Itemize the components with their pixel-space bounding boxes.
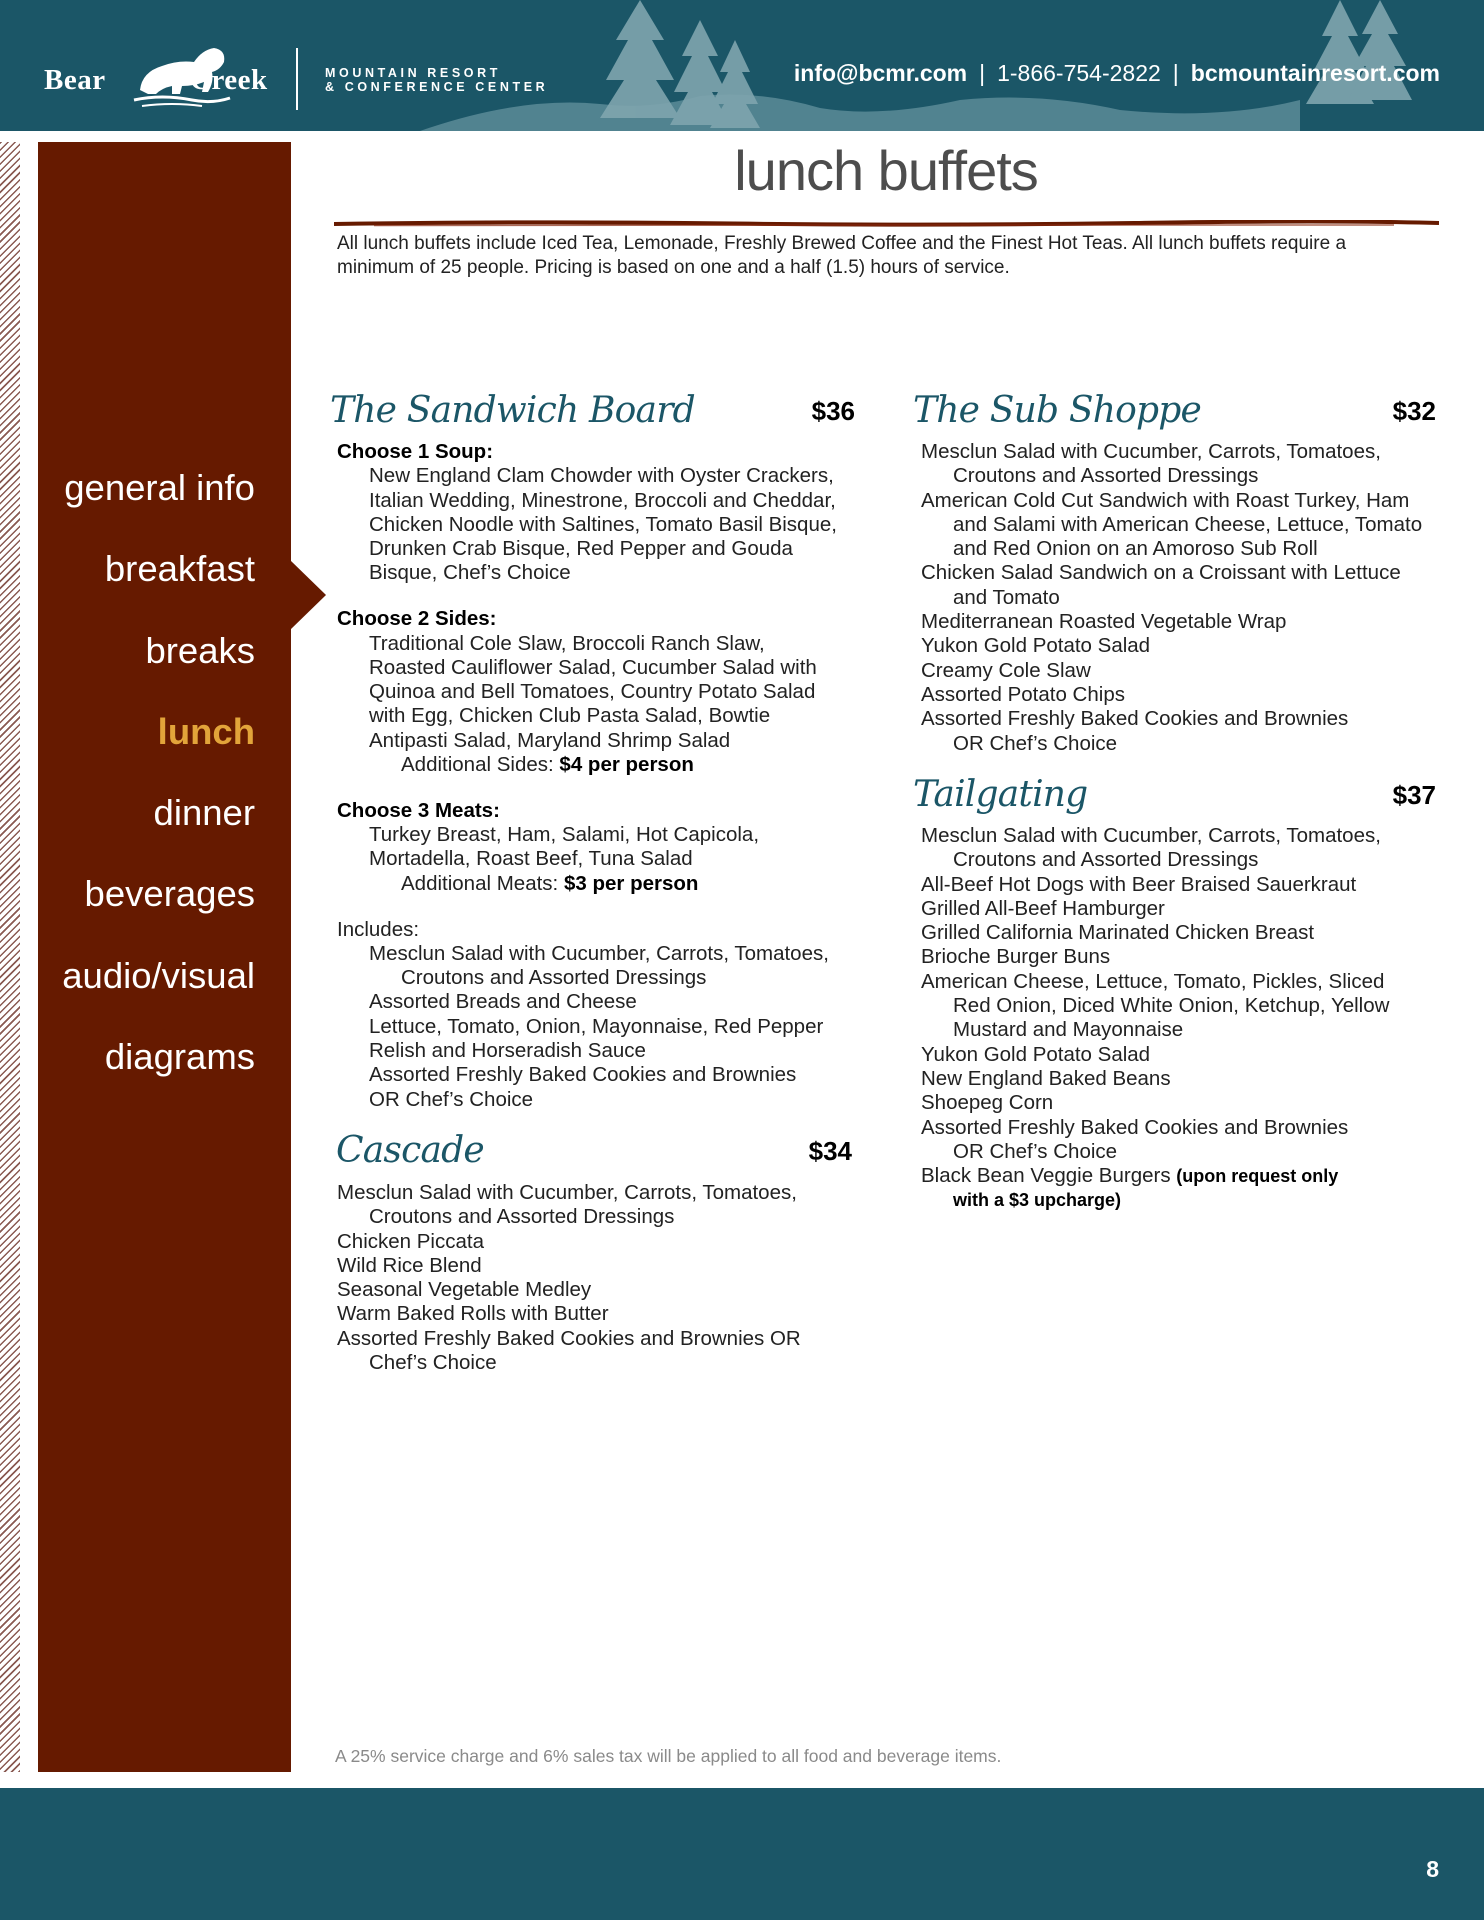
tagline (325, 66, 548, 94)
veggie-note-cont: with a $3 upcharge) (953, 1190, 1122, 1211)
additional-sides-label: Additional Sides: (401, 753, 554, 777)
nav-item-audio-visual[interactable]: audio/visual (62, 954, 255, 996)
additional-sides-price: $4 per person (559, 753, 694, 777)
veggie-note-cont-line (921, 1188, 1441, 1212)
section-header-cascade (336, 1130, 852, 1174)
intro-text: All lunch buffets include Iced Tea, Lemonade, Freshly Brewed Coffee and the Finest Hot Teas. All lunch buffets require a minimum of 25 people. Pricing is based on one and a half (1.5) hours of service. (337, 233, 1347, 278)
menu-line: Chicken Salad Sandwich on a Croissant with Lettuce (921, 561, 1401, 585)
sub-shoppe-menu (921, 440, 1441, 756)
nav-item-diagrams[interactable]: diagrams (104, 1036, 255, 1078)
contact-info (794, 60, 1440, 87)
additional-meats-label: Additional Meats: (401, 871, 559, 895)
meats-line: Mortadella, Roast Beef, Tuna Salad (369, 847, 693, 871)
menu-line: Mesclun Salad with Cucumber, Carrots, Tomatoes, (921, 824, 1381, 847)
section-header-tailgating (913, 774, 1436, 818)
sides-line: with Egg, Chicken Club Pasta Salad, Bowtie (369, 704, 771, 728)
additional-meats (337, 872, 862, 896)
menu-line: Mesclun Salad with Cucumber, Carrots, Tomatoes, (921, 440, 1381, 463)
menu-line: New England Baked Beans (921, 1066, 1171, 1090)
nav-item-dinner[interactable]: dinner (153, 792, 255, 834)
section-price: $34 (808, 1136, 852, 1166)
sides-line: Traditional Cole Slaw, Broccoli Ranch Slaw, (369, 631, 765, 655)
menu-line: All-Beef Hot Dogs with Beer Braised Sauerkraut (921, 872, 1357, 896)
section-title: Cascade (336, 1130, 484, 1171)
section-price: $32 (1392, 396, 1436, 426)
soup-heading: Choose 1 Soup: (337, 440, 494, 463)
cascade-menu (337, 1181, 862, 1375)
veggie-note: (upon request only (1176, 1166, 1339, 1187)
menu-line: and Red Onion on an Amoroso Sub Roll (953, 537, 1318, 561)
soup-line: Bisque, Chef’s Choice (369, 561, 571, 585)
menu-line: Assorted Freshly Baked Cookies and Brownies (921, 1115, 1349, 1139)
includes-item: OR Chef’s Choice (369, 1087, 534, 1111)
menu-line: Grilled California Marinated Chicken Breast (921, 921, 1315, 945)
nav-item-breakfast[interactable]: breakfast (104, 548, 255, 590)
section-header-sandwich-board (330, 390, 855, 434)
menu-line: Mesclun Salad with Cucumber, Carrots, Tomatoes, (337, 1181, 797, 1204)
sandwich-board-menu (337, 440, 862, 1112)
includes-item: Croutons and Assorted Dressings (401, 966, 707, 990)
menu-line: Chicken Piccata (337, 1229, 484, 1253)
tagline-line-2: & CONFERENCE CENTER (325, 80, 549, 94)
menu-line: OR Chef’s Choice (953, 731, 1118, 755)
menu-line: and Salami with American Cheese, Lettuce, Tomato (953, 512, 1423, 536)
menu-line: Shoepeg Corn (921, 1091, 1054, 1115)
page-footer (0, 1788, 1484, 1920)
title-rule (334, 220, 1439, 228)
soup-line: Italian Wedding, Minestrone, Broccoli and Cheddar, (369, 488, 836, 512)
menu-line: Mustard and Mayonnaise (953, 1018, 1184, 1042)
additional-sides (337, 753, 862, 777)
email-link[interactable]: info@bcmr.com (793, 60, 968, 86)
additional-meats-price: $3 per person (563, 871, 699, 895)
section-title: Tailgating (913, 774, 1088, 815)
includes-item: Assorted Freshly Baked Cookies and Brownies (369, 1063, 797, 1087)
meats-heading: Choose 3 Meats: (337, 798, 500, 822)
sides-line: Antipasti Salad, Maryland Shrimp Salad (369, 728, 731, 752)
menu-line: Warm Baked Rolls with Butter (337, 1302, 609, 1326)
menu-line: Grilled All-Beef Hamburger (921, 896, 1165, 920)
includes-item: Lettuce, Tomato, Onion, Mayonnaise, Red Pepper (369, 1014, 824, 1038)
menu-line: Croutons and Assorted Dressings (953, 464, 1259, 488)
menu-line: Yukon Gold Potato Salad (921, 634, 1151, 658)
section-price: $37 (1392, 780, 1436, 810)
soup-line: New England Clam Chowder with Oyster Crackers, (369, 464, 834, 488)
menu-line: American Cold Cut Sandwich with Roast Turkey, Ham (921, 488, 1410, 512)
section-title: The Sub Shoppe (913, 390, 1201, 431)
includes-heading: Includes: (337, 917, 420, 941)
menu-line: Red Onion, Diced White Onion, Ketchup, Yellow (953, 994, 1390, 1018)
veggie-burger: Black Bean Veggie Burgers (921, 1164, 1171, 1188)
menu-line: Assorted Potato Chips (921, 682, 1125, 706)
tailgating-items (921, 824, 1441, 1164)
decorative-stripe (0, 142, 20, 1772)
menu-line: Croutons and Assorted Dressings (369, 1205, 675, 1229)
includes-item: Mesclun Salad with Cucumber, Carrots, Tomatoes, (369, 941, 829, 965)
sidebar-nav (38, 142, 291, 1772)
nav-list (62, 465, 255, 1115)
menu-line: OR Chef’s Choice (953, 1139, 1118, 1163)
website-link[interactable]: bcmountainresort.com (1190, 60, 1440, 86)
nav-item-general-info[interactable]: general info (64, 467, 255, 508)
veggie-burger-line (921, 1164, 1441, 1188)
logo-text-left: Bear (44, 64, 106, 96)
menu-line: Yukon Gold Potato Salad (921, 1042, 1151, 1066)
nav-item-beverages[interactable]: beverages (84, 873, 255, 915)
sides-line: Roasted Cauliflower Salad, Cucumber Salad with (369, 655, 817, 679)
active-nav-pointer (290, 560, 326, 630)
includes-item: Relish and Horseradish Sauce (369, 1039, 646, 1063)
nav-item-breaks[interactable]: breaks (145, 629, 255, 671)
sides-line: Quinoa and Bell Tomatoes, Country Potato Salad (369, 680, 816, 704)
menu-line: Assorted Freshly Baked Cookies and Brownies OR (337, 1326, 801, 1350)
bear-creek-logo[interactable] (44, 42, 284, 112)
menu-line: Chef’s Choice (369, 1351, 497, 1375)
tailgating-menu (921, 824, 1441, 1213)
meats-line: Turkey Breast, Ham, Salami, Hot Capicola, (369, 823, 760, 847)
menu-line: American Cheese, Lettuce, Tomato, Pickles, Sliced (921, 969, 1385, 993)
menu-line: Croutons and Assorted Dressings (953, 848, 1259, 872)
separator: | (1172, 60, 1179, 86)
soup-line: Chicken Noodle with Saltines, Tomato Basil Bisque, (369, 512, 837, 536)
includes-item: Assorted Breads and Cheese (369, 990, 637, 1014)
logo-text-right: Creek (190, 64, 268, 96)
menu-line: and Tomato (953, 585, 1060, 609)
page-title: lunch buffets (734, 139, 1038, 202)
menu-line: Seasonal Vegetable Medley (337, 1278, 592, 1302)
logo-divider (296, 48, 298, 110)
soup-line: Drunken Crab Bisque, Red Pepper and Gouda (369, 537, 793, 561)
menu-line: Assorted Freshly Baked Cookies and Brownies (921, 707, 1349, 731)
menu-line: Brioche Burger Buns (921, 945, 1111, 969)
page-header (0, 0, 1484, 131)
phone-number[interactable]: 1-866-754-2822 (997, 60, 1161, 86)
sides-heading: Choose 2 Sides: (337, 607, 497, 631)
section-title: The Sandwich Board (330, 390, 695, 431)
menu-line: Mediterranean Roasted Vegetable Wrap (921, 610, 1287, 634)
tagline-line-1: MOUNTAIN RESORT (325, 66, 501, 80)
service-charge-note: A 25% service charge and 6% sales tax will be applied to all food and beverage items. (335, 1746, 1002, 1766)
nav-item-lunch[interactable]: lunch (157, 710, 255, 752)
section-price: $36 (811, 396, 855, 426)
menu-line: Wild Rice Blend (337, 1253, 482, 1277)
page-number: 8 (1426, 1856, 1439, 1882)
separator: | (979, 60, 986, 86)
section-header-sub-shoppe (913, 390, 1436, 434)
menu-line: Creamy Cole Slaw (921, 658, 1091, 682)
